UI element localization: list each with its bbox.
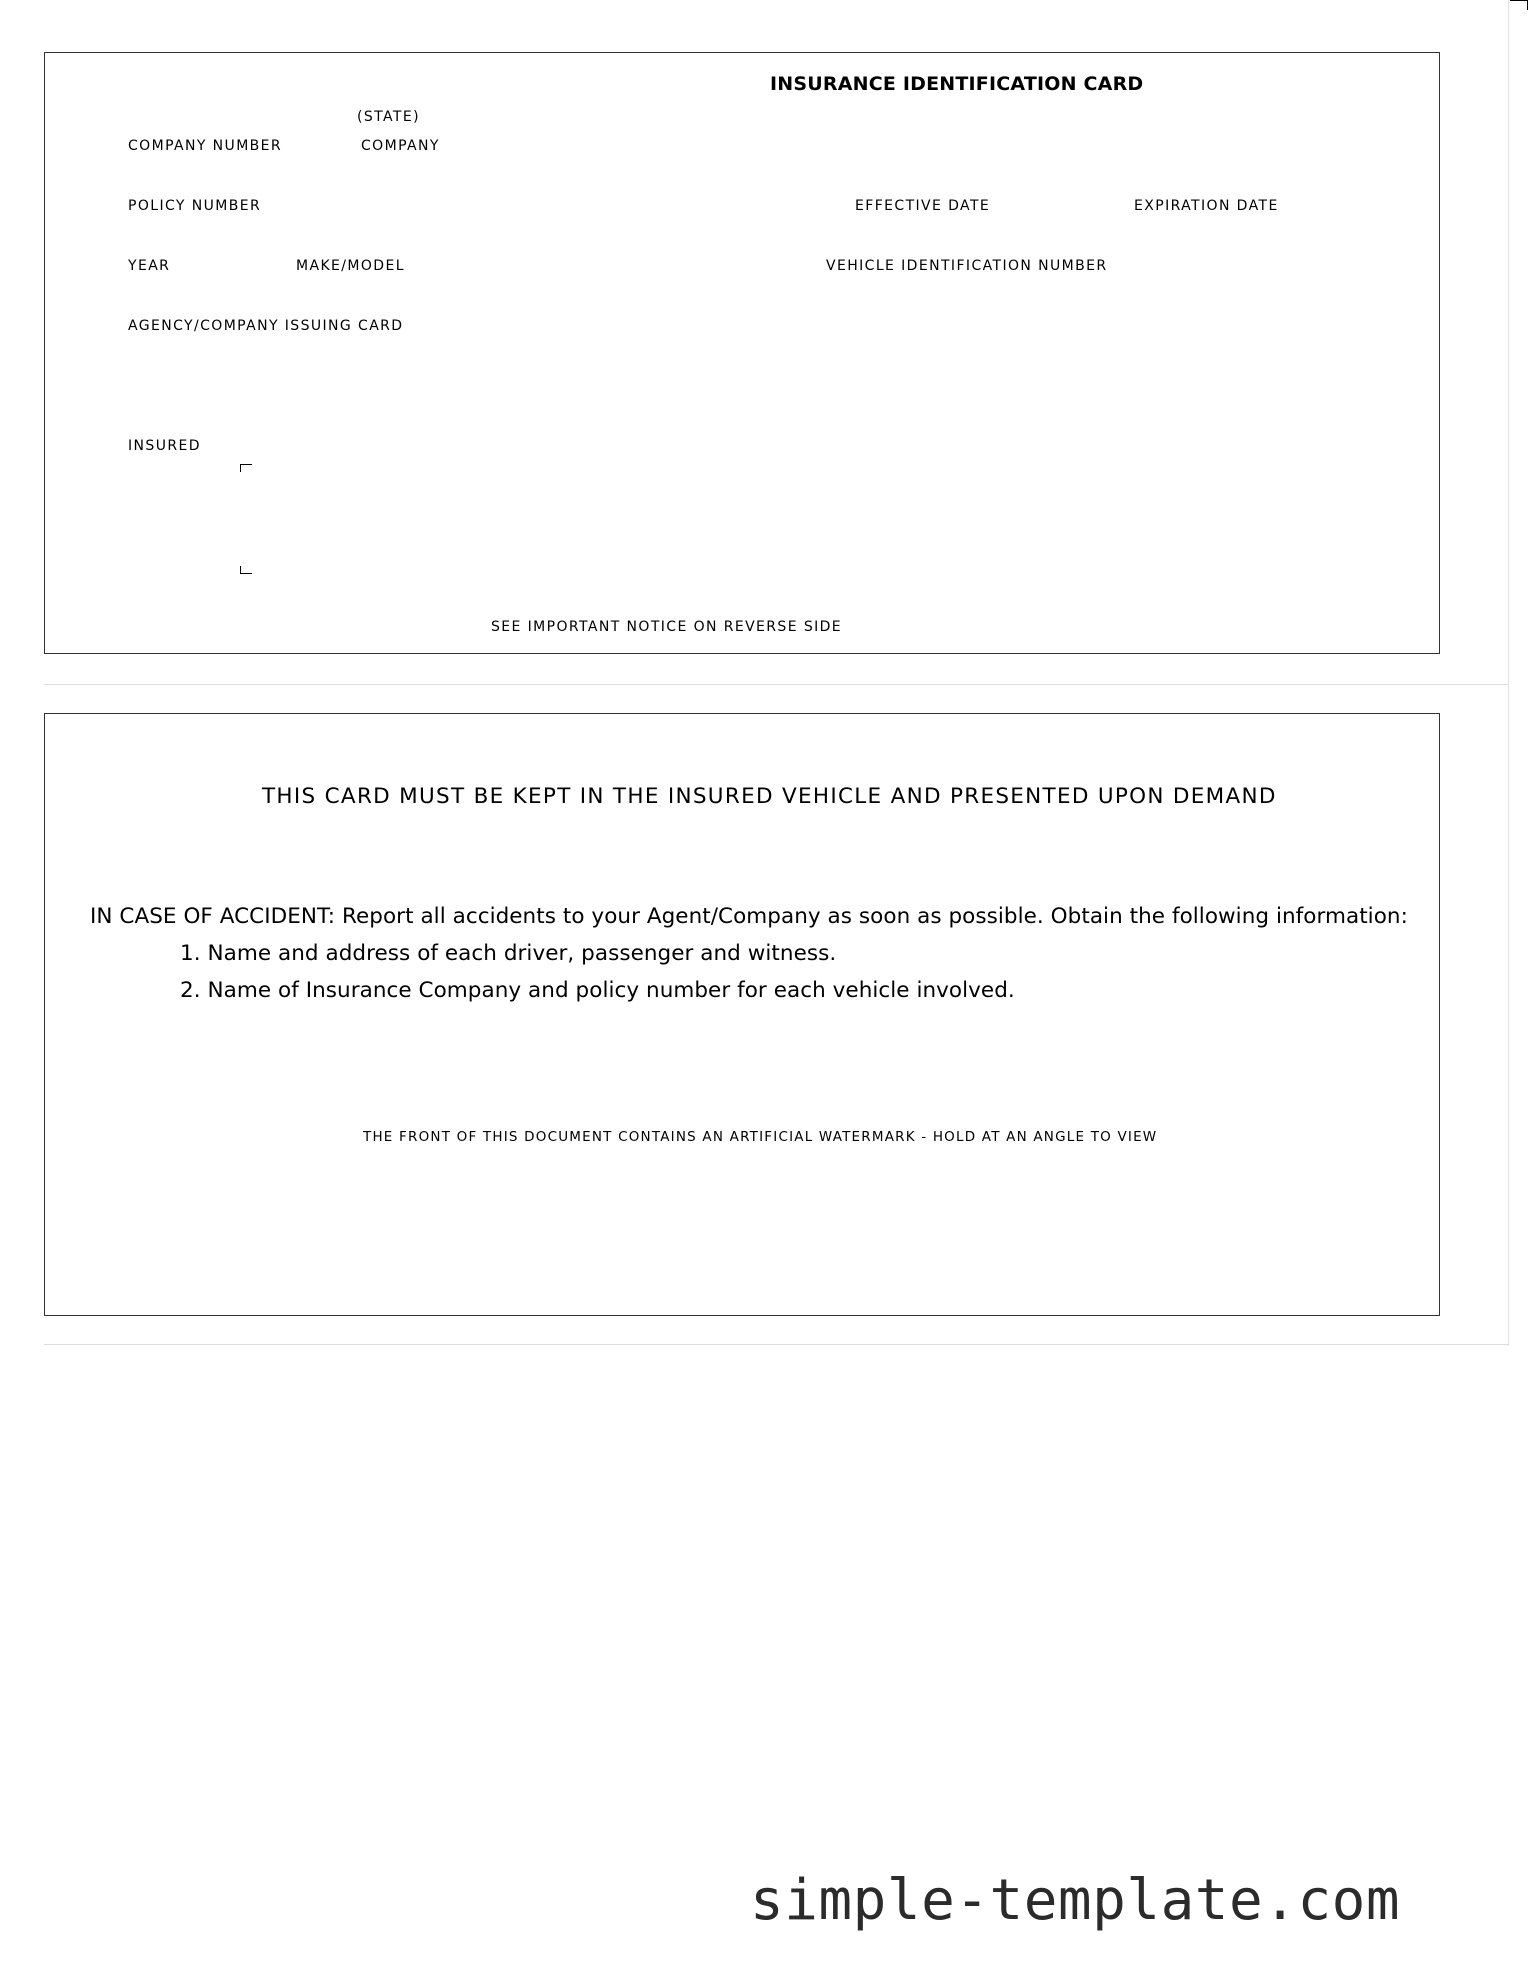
effective-date-label: EFFECTIVE DATE [855, 198, 991, 214]
address-window-top-bracket [240, 464, 252, 472]
company-label: COMPANY [361, 138, 440, 154]
state-label: (STATE) [357, 109, 420, 125]
make-model-label: MAKE/MODEL [296, 258, 405, 274]
reverse-side-notice: SEE IMPORTANT NOTICE ON REVERSE SIDE [491, 619, 843, 635]
card-divider-line [44, 1344, 1509, 1345]
policy-number-label: POLICY NUMBER [128, 198, 262, 214]
card-title: INSURANCE IDENTIFICATION CARD [770, 73, 1144, 95]
site-brand: simple-template.com [750, 1868, 1401, 1933]
accident-item: 1. Name and address of each driver, passenger and witness. [180, 941, 837, 966]
crop-mark [1510, 0, 1528, 10]
accident-instructions: IN CASE OF ACCIDENT: Report all accidents to your Agent/Company as soon as possible. Obtain the following information: [90, 904, 1408, 929]
keep-card-notice: THIS CARD MUST BE KEPT IN THE INSURED VEHICLE AND PRESENTED UPON DEMAND [262, 784, 1277, 809]
agency-label: AGENCY/COMPANY ISSUING CARD [128, 318, 404, 334]
year-label: YEAR [128, 258, 171, 274]
accident-item: 2. Name of Insurance Company and policy number for each vehicle involved. [180, 978, 1015, 1003]
address-window-bottom-bracket [240, 566, 252, 574]
expiration-date-label: EXPIRATION DATE [1134, 198, 1279, 214]
card-divider-line [44, 684, 1509, 685]
vin-label: VEHICLE IDENTIFICATION NUMBER [826, 258, 1108, 274]
insured-label: INSURED [128, 438, 201, 454]
company-number-label: COMPANY NUMBER [128, 138, 283, 154]
watermark-notice: THE FRONT OF THIS DOCUMENT CONTAINS AN ARTIFICIAL WATERMARK - HOLD AT AN ANGLE TO VIEW [363, 1129, 1158, 1145]
page-edge-line [1508, 0, 1509, 1346]
